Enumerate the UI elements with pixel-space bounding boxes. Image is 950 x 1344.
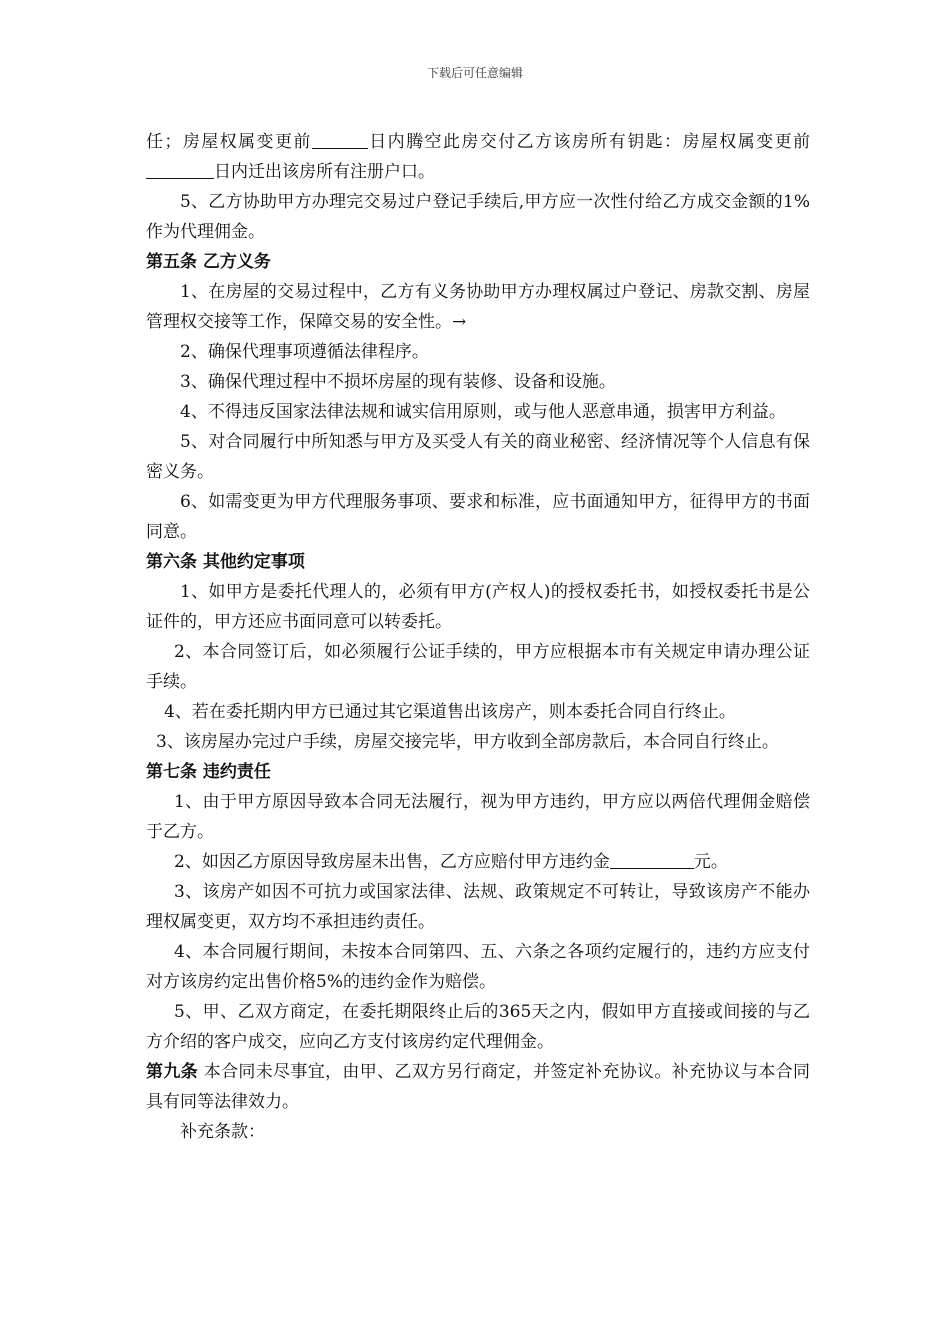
- blank-line: [312, 132, 368, 149]
- clause-5-4: 4、不得违反国家法律法规和诚实信用原则，或与他人恶意串通，损害甲方利益。: [180, 402, 786, 422]
- clause-7-5: 5、甲、乙双方商定，在委托期限终止后的365天之内，假如甲方直接或间接的与乙方介绍的客户成交，应向乙方支付该房约定代理佣金。: [146, 1002, 810, 1052]
- clause-6-4: 3、该房屋办完过户手续，房屋交接完毕，甲方收到全部房款后，本合同自行终止。: [156, 732, 779, 752]
- clause-7-1: 1、由于甲方原因导致本合同无法履行，视为甲方违约，甲方应以两倍代理佣金赔偿于乙方。: [146, 792, 810, 842]
- clause-7-2: 2、如因乙方原因导致房屋未出售，乙方应赔付甲方违约金 元。: [174, 852, 728, 872]
- clause-6-2: 2、本合同签订后，如必须履行公证手续的，甲方应根据本市有关规定申请办理公证手续。: [146, 642, 810, 692]
- article-9: 第九条 本合同未尽事宜，由甲、乙双方另行商定，并签定补充协议。补充协议与本合同具有同等法律效力。: [146, 1062, 811, 1112]
- document-body: [146, 127, 810, 1147]
- supplementary-terms-label: 补充条款：: [180, 1122, 265, 1142]
- paragraph-key-handover: 任；房屋权属变更前 日内腾空此房交付乙方该房所有钥匙：房屋权属变更前日内迁出该房所有注册户口。: [146, 132, 811, 182]
- paragraph-commission: 5、乙方协助甲方办理完交易过户登记手续后,甲方应一次性付给乙方成交金额的1%作为代理佣金。: [146, 192, 810, 242]
- clause-5-5: 5、对合同履行中所知悉与甲方及买受人有关的商业秘密、经济情况等个人信息有保密义务。: [146, 432, 810, 482]
- clause-7-4: 4、本合同履行期间，未按本合同第四、五、六条之各项约定履行的，违约方应支付对方该房约定出售价格5%的违约金作为赔偿。: [146, 942, 810, 992]
- clause-5-2: 2、确保代理事项遵循法律程序。: [180, 342, 429, 362]
- page-header: 下载后可任意编辑: [426, 66, 523, 80]
- clause-6-1: 1、如甲方是委托代理人的，必须有甲方(产权人)的授权委托书，如授权委托书是公证件的，甲方还应书面同意可以转委托。: [146, 582, 810, 632]
- article-9-heading: 第九条: [146, 1062, 198, 1082]
- article-6-heading: 第六条 其他约定事项: [146, 552, 305, 572]
- clause-5-6: 6、如需变更为甲方代理服务事项、要求和标准，应书面通知甲方，征得甲方的书面同意。: [146, 492, 810, 542]
- article-7-heading: 第七条 违约责任: [146, 762, 271, 782]
- clause-5-3: 3、确保代理过程中不损坏房屋的现有装修、设备和设施。: [180, 372, 616, 392]
- clause-7-3: 3、该房产如因不可抗力或国家法律、法规、政策规定不可转让，导致该房产不能办理权属变更，双方均不承担违约责任。: [146, 882, 810, 932]
- clause-5-1: 1、在房屋的交易过程中，乙方有义务协助甲方办理权属过户登记、房款交割、房屋管理权交接等工作，保障交易的安全性。→: [146, 282, 810, 332]
- clause-6-3: 4、若在委托期内甲方已通过其它渠道售出该房产，则本委托合同自行终止。: [164, 702, 736, 722]
- article-5-heading: 第五条 乙方义务: [146, 252, 271, 272]
- blank-line: [610, 852, 694, 869]
- blank-line: [146, 162, 214, 179]
